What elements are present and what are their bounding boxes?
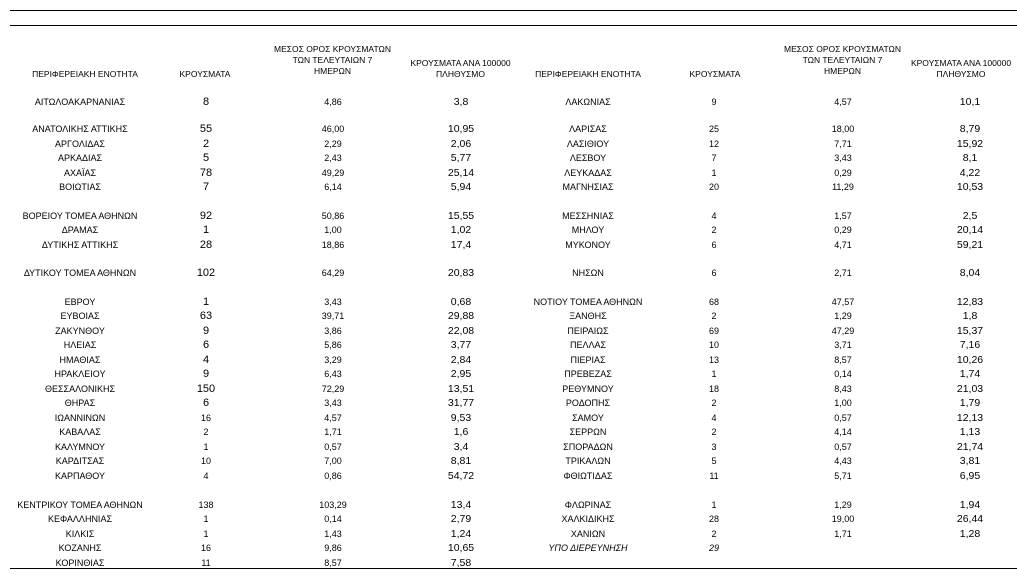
avg-value: 1,00 [324, 225, 342, 235]
region-name: ΚΙΛΚΙΣ [65, 529, 95, 539]
region-name: ΕΥΒΟΙΑΣ [60, 311, 100, 321]
per-100k-value: 15,55 [447, 210, 475, 222]
cases-value: 12 [708, 139, 719, 149]
cases-value: 4 [203, 471, 209, 481]
region-name: ΑΧΑΪΑΣ [63, 168, 97, 178]
per-100k-value: 6,95 [959, 470, 981, 482]
cases-value: 1 [711, 369, 717, 379]
region-name: ΠΕΛΛΑΣ [569, 340, 607, 350]
region-name: ΑΡΓΟΛΙΔΑΣ [55, 139, 105, 149]
region-name: ΛΑΚΩΝΙΑΣ [565, 97, 611, 107]
left-header-cases: ΚΡΟΥΣΜΑΤΑ [179, 69, 231, 79]
per-100k-value: 1,24 [450, 528, 472, 540]
avg-value: 4,71 [834, 240, 852, 250]
cases-value: 6 [202, 339, 210, 351]
cases-value: 16 [200, 413, 211, 423]
left-header-per-line2: ΠΛΗΘΥΣΜΟ [436, 69, 485, 79]
left-header-avg [265, 44, 400, 77]
region-name: ΔΡΑΜΑΣ [61, 225, 99, 235]
cases-value: 20 [708, 182, 719, 192]
avg-value: 47,57 [831, 297, 855, 307]
avg-value: 4,57 [324, 413, 342, 423]
per-100k-value: 4,22 [959, 167, 981, 179]
region-name: ΤΡΙΚΑΛΩΝ [565, 456, 611, 466]
per-100k-value: 8,04 [959, 267, 981, 279]
cases-value: 9 [202, 368, 210, 380]
region-name: ΗΡΑΚΛΕΙΟΥ [54, 369, 106, 379]
per-100k-value: 8,81 [450, 455, 472, 467]
cases-value: 1 [202, 296, 210, 308]
top-rule [10, 10, 1017, 11]
avg-value: 0,29 [834, 168, 852, 178]
cases-value: 5 [202, 152, 210, 164]
per-100k-value: 15,37 [956, 325, 984, 337]
cases-value: 3 [711, 442, 717, 452]
avg-value: 64,29 [321, 268, 345, 278]
avg-value: 1,29 [834, 311, 852, 321]
region-name: ΛΕΣΒΟΥ [569, 153, 607, 163]
per-100k-value: 5,77 [450, 152, 472, 164]
per-100k-value: 9,53 [450, 412, 472, 424]
bottom-rule [10, 568, 1017, 569]
region-name: ΚΑΡΔΙΤΣΑΣ [55, 456, 105, 466]
region-name: ΜΥΚΟΝΟΥ [565, 240, 611, 250]
right-header-avg-line1: ΜΕΣΟΣ ΟΡΟΣ ΚΡΟΥΣΜΑΤΩΝ [784, 44, 901, 54]
region-name: ΣΑΜΟΥ [572, 413, 604, 423]
cases-value: 1 [202, 224, 210, 236]
region-name: ΛΑΡΙΣΑΣ [569, 124, 607, 134]
avg-value: 18,86 [321, 240, 345, 250]
avg-value: 4,43 [834, 456, 852, 466]
cases-value: 8 [202, 96, 210, 108]
region-name: ΚΑΒΑΛΑΣ [59, 427, 101, 437]
cases-value: 150 [196, 383, 216, 395]
region-name: ΣΠΟΡΑΔΩΝ [563, 442, 613, 452]
cases-value: 25 [708, 124, 719, 134]
avg-value: 1,71 [834, 529, 852, 539]
cases-value: 4 [711, 413, 717, 423]
avg-value: 6,43 [324, 369, 342, 379]
avg-value: 3,29 [324, 355, 342, 365]
per-100k-value: 21,03 [956, 383, 984, 395]
avg-value: 49,29 [321, 168, 345, 178]
avg-value: 0,57 [324, 442, 342, 452]
cases-value: 28 [199, 239, 213, 251]
per-100k-value: 21,74 [956, 441, 984, 453]
per-100k-value: 10,1 [959, 96, 981, 108]
right-header-avg-line2: ΤΩΝ ΤΕΛΕΥΤΑΙΩΝ 7 [802, 55, 883, 65]
per-100k-value: 8,1 [962, 152, 978, 164]
region-name: ΚΕΝΤΡΙΚΟΥ ΤΟΜΕΑ ΑΘΗΝΩΝ [17, 500, 143, 510]
avg-value: 5,86 [324, 340, 342, 350]
region-name: ΠΡΕΒΕΖΑΣ [564, 369, 612, 379]
per-100k-value: 10,26 [956, 354, 984, 366]
avg-value: 1,57 [834, 211, 852, 221]
per-100k-value: 54,72 [447, 470, 475, 482]
avg-value: 8,57 [834, 355, 852, 365]
cases-value: 55 [199, 123, 213, 135]
cases-value: 1 [203, 442, 209, 452]
per-100k-value: 22,08 [447, 325, 475, 337]
avg-value: 4,57 [834, 97, 852, 107]
region-name: ΘΕΣΣΑΛΟΝΙΚΗΣ [44, 384, 116, 394]
cases-value: 2 [711, 427, 717, 437]
region-name: ΦΛΩΡΙΝΑΣ [564, 500, 612, 510]
region-name: ΧΑΝΙΩΝ [570, 529, 606, 539]
region-name: ΗΛΕΙΑΣ [63, 340, 97, 350]
per-100k-value: 20,14 [956, 224, 984, 236]
cases-value: 5 [711, 456, 717, 466]
region-name: ΡΟΔΟΠΗΣ [565, 398, 611, 408]
per-100k-value: 26,44 [956, 513, 984, 525]
region-name: ΥΠΟ ΔΙΕΡΕΥΝΗΣΗ [548, 543, 628, 553]
region-name: ΝΗΣΩΝ [572, 268, 604, 278]
per-100k-value: 2,5 [962, 210, 978, 222]
per-100k-value: 8,79 [959, 123, 981, 135]
region-name: ΞΑΝΘΗΣ [569, 311, 607, 321]
per-100k-value: 7,58 [450, 557, 472, 569]
region-name: ΒΟΙΩΤΙΑΣ [59, 182, 101, 192]
region-name: ΜΗΛΟΥ [571, 225, 605, 235]
per-100k-value: 13,51 [447, 383, 475, 395]
region-name: ΠΙΕΡΙΑΣ [570, 355, 606, 365]
left-header-name: ΠΕΡΙΦΕΡΕΙΑΚΗ ΕΝΟΤΗΤΑ [32, 69, 138, 79]
region-name: ΠΕΙΡΑΙΩΣ [567, 326, 609, 336]
avg-value: 3,43 [324, 297, 342, 307]
per-100k-value: 1,74 [959, 368, 981, 380]
per-100k-value: 10,53 [956, 181, 984, 193]
right-header-per-line2: ΠΛΗΘΥΣΜΟ [936, 69, 986, 79]
avg-value: 46,00 [321, 124, 345, 134]
cases-value: 7 [711, 153, 717, 163]
avg-value: 2,29 [324, 139, 342, 149]
region-name: ΘΗΡΑΣ [64, 398, 96, 408]
region-name: ΧΑΛΚΙΔΙΚΗΣ [561, 514, 615, 524]
cases-value: 16 [200, 543, 211, 553]
region-name: ΕΒΡΟΥ [64, 297, 96, 307]
cases-value: 10 [708, 340, 719, 350]
cases-value: 11 [201, 558, 211, 568]
per-100k-value: 29,88 [447, 310, 475, 322]
region-name: ΚΕΦΑΛΛΗΝΙΑΣ [47, 514, 113, 524]
cases-value: 1 [203, 529, 209, 539]
avg-value: 7,00 [324, 456, 342, 466]
avg-value: 2,71 [834, 268, 852, 278]
per-100k-value: 15,92 [956, 138, 984, 150]
per-100k-value: 2,95 [450, 368, 472, 380]
cases-value: 2 [711, 398, 717, 408]
cases-value: 11 [709, 471, 719, 481]
per-100k-value: 3,77 [450, 339, 472, 351]
cases-value: 63 [199, 310, 213, 322]
avg-value: 4,86 [324, 97, 342, 107]
cases-value: 18 [708, 384, 719, 394]
header-rule [10, 25, 1017, 26]
per-100k-value: 3,4 [453, 441, 469, 453]
avg-value: 1,29 [834, 500, 852, 510]
region-name: ΚΟΖΑΝΗΣ [58, 543, 102, 553]
region-name: ΔΥΤΙΚΗΣ ΑΤΤΙΚΗΣ [41, 240, 119, 250]
cases-value: 2 [711, 225, 717, 235]
per-100k-value: 12,83 [956, 296, 984, 308]
per-100k-value: 1,28 [959, 528, 981, 540]
avg-value: 3,86 [324, 326, 342, 336]
per-100k-value: 1,94 [959, 499, 981, 511]
avg-value: 9,86 [324, 543, 342, 553]
per-100k-value: 1,8 [962, 310, 978, 322]
per-100k-value: 2,06 [450, 138, 472, 150]
avg-value: 1,00 [834, 398, 852, 408]
cases-value: 6 [711, 268, 717, 278]
left-header-per-line1: ΚΡΟΥΣΜΑΤΑ ΑΝΑ 100000 [410, 58, 511, 68]
avg-value: 1,43 [324, 529, 342, 539]
avg-value: 19,00 [831, 514, 855, 524]
avg-value: 0,57 [834, 442, 852, 452]
per-100k-value: 2,84 [450, 354, 472, 366]
avg-value: 3,43 [834, 153, 852, 163]
cases-value: 68 [708, 297, 719, 307]
per-100k-value: 7,16 [959, 339, 981, 351]
avg-value: 0,57 [834, 413, 852, 423]
region-name: ΚΟΡΙΝΘΙΑΣ [55, 558, 105, 568]
cases-value: 78 [199, 167, 213, 179]
avg-value: 4,14 [834, 427, 852, 437]
per-100k-value: 13,4 [450, 499, 472, 511]
right-header-per-line1: ΚΡΟΥΣΜΑΤΑ ΑΝΑ 100000 [910, 58, 1012, 68]
region-name: ΡΕΘΥΜΝΟΥ [562, 384, 614, 394]
per-100k-value: 1,13 [959, 426, 981, 438]
avg-value: 0,29 [834, 225, 852, 235]
cases-value: 1 [203, 514, 209, 524]
per-100k-value: 12,13 [956, 412, 984, 424]
cases-value: 1 [711, 500, 717, 510]
region-name: ΛΕΥΚΑΔΑΣ [564, 168, 612, 178]
per-100k-value: 25,14 [447, 167, 475, 179]
region-name: ΖΑΚΥΝΘΟΥ [55, 326, 105, 336]
left-header-avg-line2: ΤΩΝ ΤΕΛΕΥΤΑΙΩΝ 7 [292, 55, 373, 65]
per-100k-value: 20,83 [447, 267, 475, 279]
avg-value: 103,29 [319, 500, 347, 510]
cases-value: 102 [196, 267, 216, 279]
cases-value: 4 [202, 354, 210, 366]
cases-value: 28 [708, 514, 719, 524]
region-name: ΔΥΤΙΚΟΥ ΤΟΜΕΑ ΑΘΗΝΩΝ [23, 268, 137, 278]
avg-value: 0,86 [324, 471, 342, 481]
region-name: ΜΕΣΣΗΝΙΑΣ [562, 211, 614, 221]
avg-value: 11,29 [832, 182, 854, 192]
cases-value: 92 [199, 210, 213, 222]
region-name: ΑΡΚΑΔΙΑΣ [57, 153, 103, 163]
cases-value: 4 [711, 211, 717, 221]
per-100k-value: 3,8 [453, 96, 469, 108]
avg-value: 39,71 [321, 311, 345, 321]
avg-value: 0,14 [324, 514, 342, 524]
region-name: ΣΕΡΡΩΝ [569, 427, 607, 437]
per-100k-value: 5,94 [450, 181, 472, 193]
cases-value: 2 [202, 138, 210, 150]
right-header-avg [775, 44, 910, 77]
avg-value: 6,14 [324, 182, 342, 192]
cases-value: 2 [203, 427, 209, 437]
per-100k-value: 3,81 [959, 455, 981, 467]
region-name: ΒΟΡΕΙΟΥ ΤΟΜΕΑ ΑΘΗΝΩΝ [22, 211, 138, 221]
per-100k-value: 31,77 [447, 397, 475, 409]
region-name: ΑΙΤΩΛΟΑΚΑΡΝΑΝΙΑΣ [34, 97, 126, 107]
cases-value: 9 [711, 97, 717, 107]
per-100k-value: 1,6 [453, 426, 469, 438]
region-name: ΑΝΑΤΟΛΙΚΗΣ ΑΤΤΙΚΗΣ [32, 124, 128, 134]
avg-value: 18,00 [831, 124, 855, 134]
avg-value: 1,71 [324, 427, 342, 437]
cases-value: 9 [202, 325, 210, 337]
per-100k-value: 10,65 [447, 542, 475, 554]
right-header-per [905, 58, 1017, 80]
avg-value: 0,14 [834, 369, 852, 379]
avg-value: 3,71 [834, 340, 852, 350]
avg-value: 5,71 [834, 471, 852, 481]
cases-value: 2 [711, 529, 717, 539]
region-name: ΜΑΓΝΗΣΙΑΣ [562, 182, 614, 192]
right-header-name: ΠΕΡΙΦΕΡΕΙΑΚΗ ΕΝΟΤΗΤΑ [535, 69, 641, 79]
region-name: ΙΩΑΝΝΙΝΩΝ [54, 413, 106, 423]
cases-value: 1 [711, 168, 717, 178]
avg-value: 47,29 [831, 326, 855, 336]
per-100k-value: 2,79 [450, 513, 472, 525]
per-100k-value: 1,79 [959, 397, 981, 409]
right-header-cases: ΚΡΟΥΣΜΑΤΑ [689, 69, 741, 79]
left-header-avg-line1: ΜΕΣΟΣ ΟΡΟΣ ΚΡΟΥΣΜΑΤΩΝ [274, 44, 391, 54]
region-name: ΦΘΙΩΤΙΔΑΣ [563, 471, 613, 481]
region-name: ΝΟΤΙΟΥ ΤΟΜΕΑ ΑΘΗΝΩΝ [533, 297, 643, 307]
cases-value: 138 [198, 500, 214, 510]
avg-value: 50,86 [321, 211, 345, 221]
region-name: ΗΜΑΘΙΑΣ [59, 355, 101, 365]
region-name: ΛΑΣΙΘΙΟΥ [566, 139, 610, 149]
cases-value: 29 [708, 543, 719, 553]
cases-value: 6 [711, 240, 717, 250]
avg-value: 8,57 [324, 558, 342, 568]
cases-value: 2 [711, 311, 717, 321]
region-name: ΚΑΛΥΜΝΟΥ [54, 442, 106, 452]
cases-value: 6 [202, 397, 210, 409]
left-header-avg-line3: ΗΜΕΡΩΝ [313, 66, 352, 76]
avg-value: 7,71 [834, 139, 852, 149]
per-100k-value: 17,4 [450, 239, 472, 251]
per-100k-value: 59,21 [956, 239, 984, 251]
cases-value: 13 [708, 355, 719, 365]
left-header-per [398, 58, 523, 80]
cases-value: 7 [202, 181, 210, 193]
region-name: ΚΑΡΠΑΘΟΥ [54, 471, 106, 481]
cases-value: 10 [200, 456, 211, 466]
right-header-avg-line3: ΗΜΕΡΩΝ [823, 66, 862, 76]
avg-value: 3,43 [324, 398, 342, 408]
per-100k-value: 0,68 [450, 296, 472, 308]
avg-value: 8,43 [834, 384, 852, 394]
per-100k-value: 1,02 [450, 224, 472, 236]
avg-value: 2,43 [324, 153, 342, 163]
avg-value: 72,29 [321, 384, 345, 394]
per-100k-value: 10,95 [447, 123, 475, 135]
cases-value: 69 [708, 326, 719, 336]
